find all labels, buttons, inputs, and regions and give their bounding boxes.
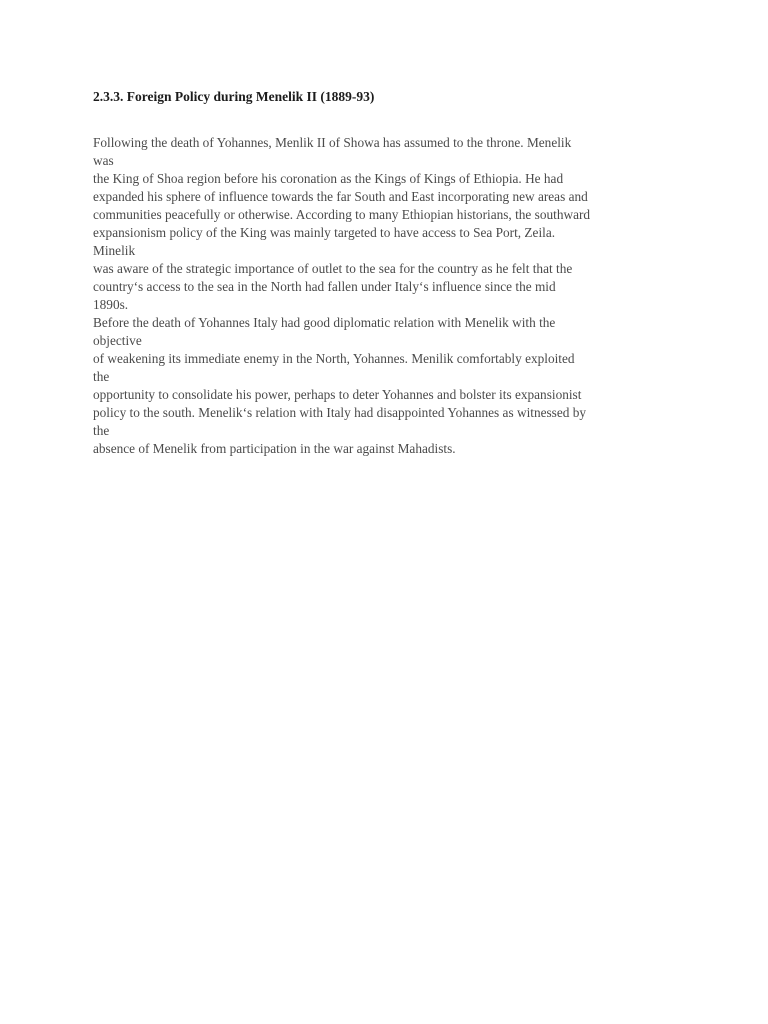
text-line: of weakening its immediate enemy in the North, Yohannes. Menilik comfortably exploited (93, 351, 575, 366)
text-line: 1890s. (93, 297, 129, 312)
text-line: was (93, 153, 114, 168)
text-line: opportunity to consolidate his power, perhaps to deter Yohannes and bolster its expansionist (93, 387, 582, 402)
text-line: absence of Menelik from participation in the war against Mahadists. (93, 441, 456, 456)
text-line: the (93, 423, 110, 438)
text-line: was aware of the strategic importance of outlet to the sea for the country as he felt that the (93, 261, 573, 276)
text-line: communities peacefully or otherwise. According to many Ethiopian historians, the southward (93, 207, 591, 222)
text-line: expanded his sphere of influence towards the far South and East incorporating new areas and (93, 189, 588, 204)
text-line: Before the death of Yohannes Italy had good diplomatic relation with Menelik with the (93, 315, 556, 330)
body-paragraph (93, 134, 693, 458)
text-line: country‘s access to the sea in the North had fallen under Italy‘s influence since the mid (93, 279, 556, 294)
section-heading: 2.3.3. Foreign Policy during Menelik II (1889-93) (93, 89, 375, 104)
text-line: expansionism policy of the King was mainly targeted to have access to Sea Port, Zeila. (93, 225, 556, 240)
text-line: Following the death of Yohannes, Menlik II of Showa has assumed to the throne. Menelik (93, 135, 572, 150)
text-line: Minelik (93, 243, 136, 258)
text-line: objective (93, 333, 142, 348)
text-line: the King of Shoa region before his coronation as the Kings of Kings of Ethiopia. He had (93, 171, 564, 186)
text-line: the (93, 369, 110, 384)
text-line: policy to the south. Menelik‘s relation with Italy had disappointed Yohannes as witnessed by (93, 405, 587, 420)
